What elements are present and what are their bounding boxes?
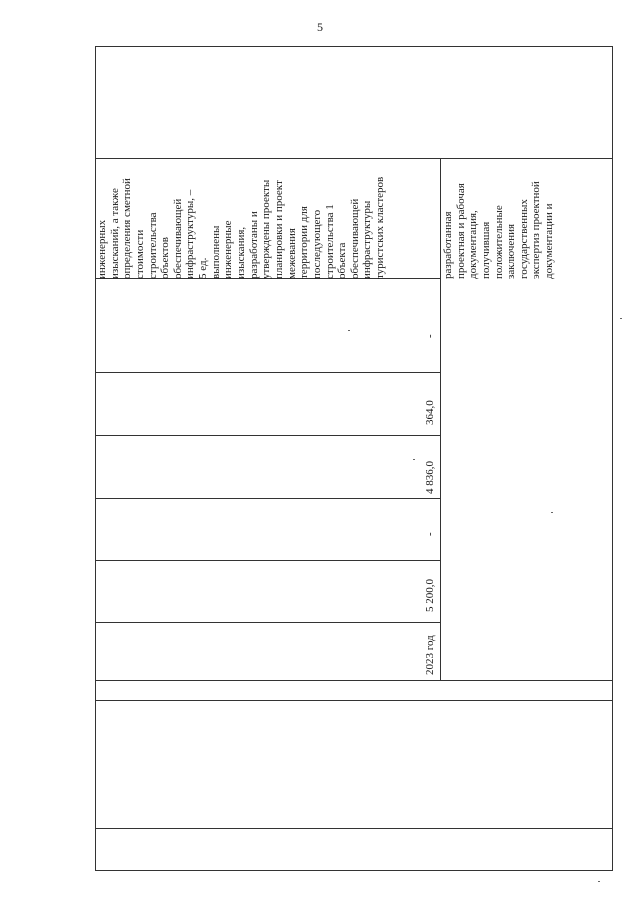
description-line: разработаны и: [247, 211, 260, 279]
description-line: обеспечивающей: [171, 198, 184, 279]
description-line: планировки и проект: [272, 180, 285, 279]
description-line: определения сметной: [121, 178, 134, 279]
row-separator: [95, 372, 440, 373]
description-line: обеспечивающей: [348, 198, 361, 279]
row-separator: [95, 828, 613, 829]
description-line: инженерные: [222, 220, 235, 279]
description-line: туристских кластеров: [374, 176, 387, 279]
row-separator: [95, 158, 613, 159]
description-cell: [96, 160, 387, 279]
result-line: экспертиз проектной: [530, 181, 543, 279]
result-line: документация,: [467, 210, 480, 279]
description-line: инфраструктуры: [361, 200, 374, 279]
scan-speck: [620, 318, 622, 319]
value-364-cell: 364,0: [424, 400, 436, 425]
row-separator: [95, 435, 440, 436]
result-line: заключения: [505, 223, 518, 279]
value-5200-cell: 5 200,0: [424, 579, 436, 612]
result-line: документации и: [543, 203, 556, 279]
result-line: государственных: [517, 199, 530, 279]
value-dash-cell: -: [424, 334, 436, 338]
description-line: изысканий, а также: [108, 188, 121, 279]
description-line: утверждены проекты: [260, 179, 273, 279]
column-separator: [440, 158, 441, 680]
result-line: получившая: [479, 221, 492, 279]
description-line: выполнены: [209, 225, 222, 279]
description-line: строительства 1: [323, 204, 336, 279]
description-line: инженерных: [96, 219, 108, 279]
year-cell: 2023 год: [424, 635, 436, 675]
row-separator: [95, 622, 440, 623]
result-line: проектная и рабочая: [454, 183, 467, 279]
result-cell: [442, 160, 556, 279]
value-4836-cell: 4 836,0: [424, 461, 436, 494]
description-line: стоимости: [133, 229, 146, 279]
description-line: объекта: [336, 242, 349, 279]
scan-speck: [598, 881, 600, 882]
description-line: территории для: [298, 206, 311, 279]
scan-speck: [348, 330, 350, 331]
row-separator: [95, 700, 613, 701]
result-line: разработанная: [442, 211, 454, 279]
description-line: последующего: [310, 209, 323, 279]
row-separator: [95, 560, 440, 561]
description-line: межевания: [285, 228, 298, 279]
row-separator: [95, 680, 613, 681]
description-line: изыскания,: [235, 226, 248, 279]
description-line: инфраструктуры, –: [184, 189, 197, 279]
page-number: 5: [317, 20, 323, 34]
result-line: положительные: [492, 205, 505, 279]
description-line: объектов: [159, 237, 172, 279]
description-line: 5 ед.: [197, 257, 210, 279]
row-separator: [95, 498, 440, 499]
description-line: строительства: [146, 212, 159, 279]
scan-speck: [551, 512, 553, 513]
scan-speck: [413, 459, 415, 460]
value-dash-cell-2: -: [424, 532, 436, 536]
